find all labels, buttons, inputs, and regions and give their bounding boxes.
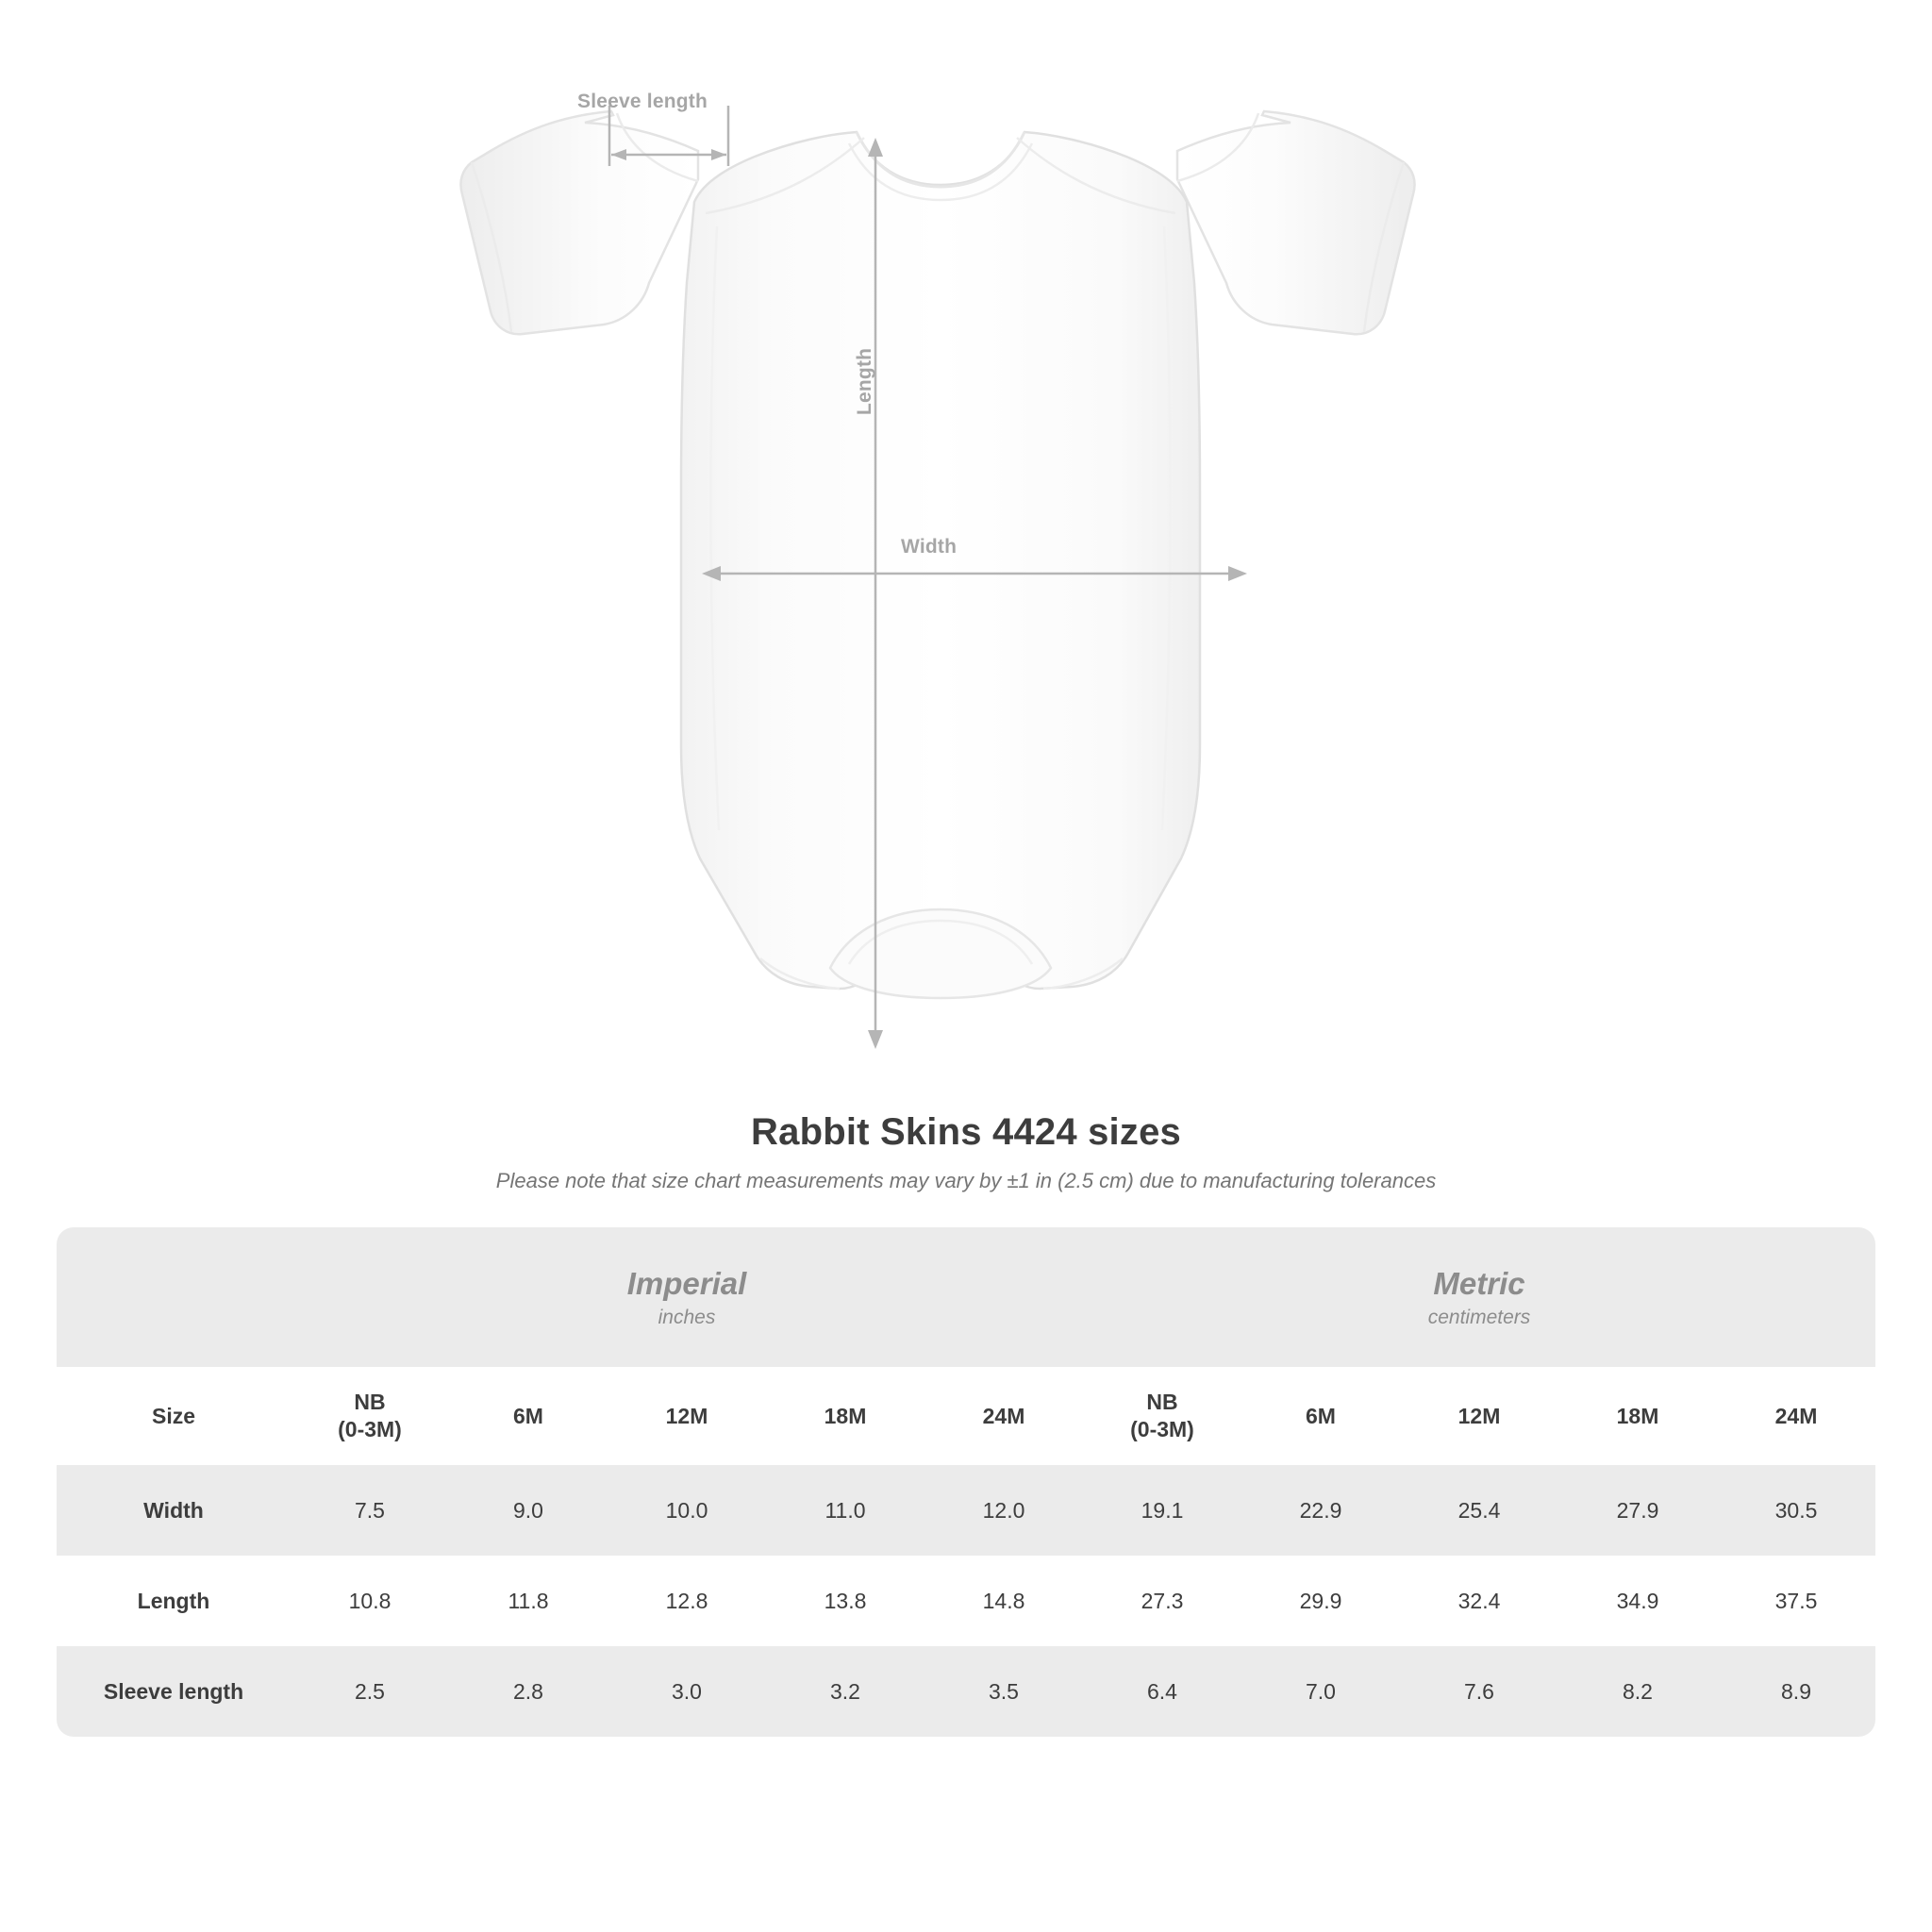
table-row [57,1646,1875,1737]
cell-sleeve-metric-nb: 6.4 [1083,1646,1241,1737]
title-block [0,1111,1932,1193]
cell-width-metric-6m: 22.9 [1241,1465,1400,1556]
cell-length-metric-6m: 29.9 [1241,1556,1400,1646]
unit-imperial-sub: inches [658,1306,716,1328]
unit-metric-name: Metric [1433,1266,1525,1302]
header-col-metric-nb [1083,1367,1241,1465]
header-col-imperial-6m: 6M [449,1367,608,1465]
length-dimension-label: Length [854,347,875,415]
row-label-width: Width [57,1465,291,1556]
cell-sleeve-metric-12m: 7.6 [1400,1646,1558,1737]
size-table [57,1227,1875,1737]
unit-metric-cell [1083,1227,1875,1367]
header-col-metric-12m: 12M [1400,1367,1558,1465]
sleeve-length-dimension-label: Sleeve length [577,91,708,112]
header-col-metric-nb-line1: NB [1146,1390,1178,1415]
header-col-imperial-nb-line1: NB [354,1390,386,1415]
unit-imperial-name: Imperial [626,1266,747,1302]
width-dimension-label: Width [901,536,958,558]
cell-width-imperial-12m: 10.0 [608,1465,766,1556]
cell-width-metric-nb: 19.1 [1083,1465,1241,1556]
unit-metric-sub: centimeters [1427,1306,1531,1328]
table-row [57,1556,1875,1646]
cell-sleeve-imperial-18m: 3.2 [766,1646,924,1737]
cell-length-metric-18m: 34.9 [1558,1556,1717,1646]
cell-sleeve-metric-6m: 7.0 [1241,1646,1400,1737]
cell-sleeve-imperial-nb: 2.5 [291,1646,449,1737]
cell-width-imperial-6m: 9.0 [449,1465,608,1556]
header-col-imperial-12m: 12M [608,1367,766,1465]
header-col-metric-nb-line2: (0-3M) [1130,1417,1194,1441]
cell-length-metric-12m: 32.4 [1400,1556,1558,1646]
cell-length-imperial-24m: 14.8 [924,1556,1083,1646]
cell-length-imperial-18m: 13.8 [766,1556,924,1646]
cell-length-imperial-nb: 10.8 [291,1556,449,1646]
cell-width-metric-24m: 30.5 [1717,1465,1875,1556]
unit-corner-cell [57,1227,291,1367]
header-col-metric-24m: 24M [1717,1367,1875,1465]
table-row [57,1465,1875,1556]
cell-sleeve-imperial-12m: 3.0 [608,1646,766,1737]
page-title: Rabbit Skins 4424 sizes [751,1111,1181,1153]
cell-width-imperial-nb: 7.5 [291,1465,449,1556]
header-col-imperial-nb [291,1367,449,1465]
unit-imperial-cell [291,1227,1083,1367]
header-col-imperial-24m: 24M [924,1367,1083,1465]
cell-sleeve-metric-18m: 8.2 [1558,1646,1717,1737]
cell-length-metric-24m: 37.5 [1717,1556,1875,1646]
header-col-imperial-nb-line2: (0-3M) [338,1417,402,1441]
cell-sleeve-imperial-24m: 3.5 [924,1646,1083,1737]
header-col-metric-18m: 18M [1558,1367,1717,1465]
header-col-metric-6m: 6M [1241,1367,1400,1465]
cell-sleeve-metric-24m: 8.9 [1717,1646,1875,1737]
cell-width-imperial-18m: 11.0 [766,1465,924,1556]
cell-length-metric-nb: 27.3 [1083,1556,1241,1646]
cell-length-imperial-12m: 12.8 [608,1556,766,1646]
row-label-sleeve-length: Sleeve length [57,1646,291,1737]
header-col-imperial-18m: 18M [766,1367,924,1465]
cell-width-metric-18m: 27.9 [1558,1465,1717,1556]
cell-length-imperial-6m: 11.8 [449,1556,608,1646]
header-size-label: Size [57,1367,291,1465]
column-header-row [57,1367,1875,1465]
unit-header-row [57,1227,1875,1367]
cell-width-metric-12m: 25.4 [1400,1465,1558,1556]
tolerance-note: Please note that size chart measurements may vary by ±1 in (2.5 cm) due to manufacturing tolerances [495,1169,1437,1192]
cell-width-imperial-24m: 12.0 [924,1465,1083,1556]
size-table-wrapper [57,1227,1875,1737]
cell-sleeve-imperial-6m: 2.8 [449,1646,608,1737]
row-label-length: Length [57,1556,291,1646]
